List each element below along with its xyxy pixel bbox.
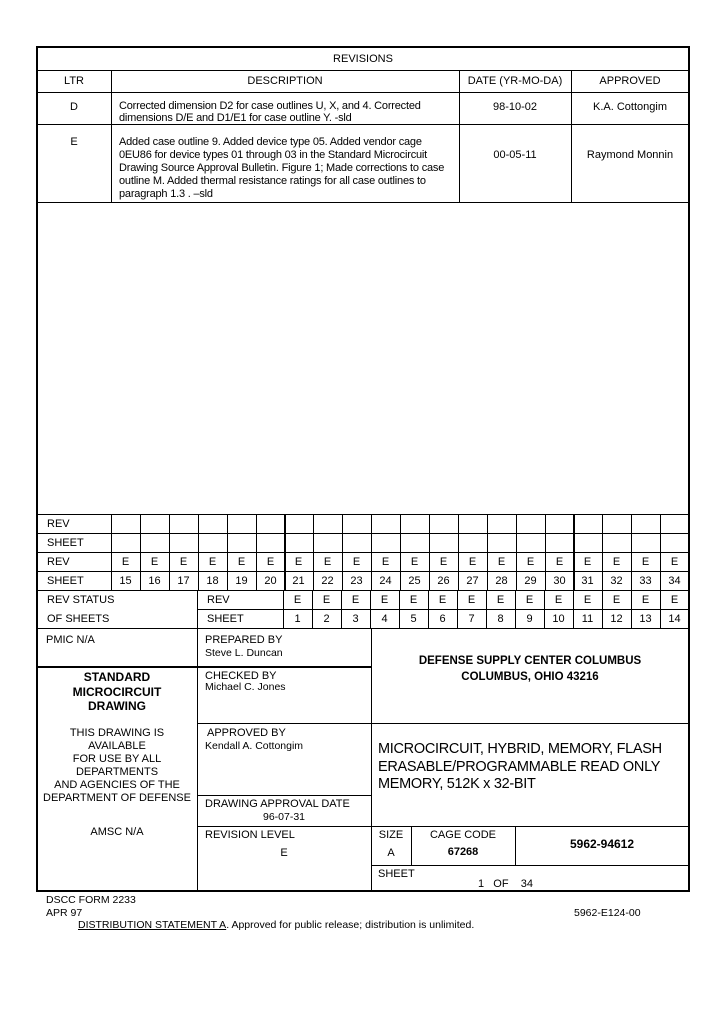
sheet-rev: E [237, 556, 246, 568]
sheet-number-cell [660, 533, 690, 553]
drawing-title-line: MEMORY, 512K x 32-BIT [378, 776, 536, 792]
size-label: SIZE [378, 829, 404, 841]
revision-approver: Raymond Monnin [586, 149, 674, 161]
sheet-rev-cell [400, 514, 430, 534]
sheet-number: 16 [148, 575, 161, 587]
sheet-number-cell [111, 533, 141, 553]
agency-name: DEFENSE SUPPLY CENTER COLUMBUS [418, 655, 642, 667]
sheet-number: 1 [294, 613, 301, 625]
sheet-number: 19 [235, 575, 248, 587]
agency [371, 653, 689, 685]
sheet-number: 21 [292, 575, 305, 587]
sheet-number: 2 [323, 613, 330, 625]
sheet-label: SHEET [47, 537, 84, 549]
sheet-number-cell [313, 533, 343, 553]
availability-notice [37, 727, 197, 805]
sheet-label: SHEET [207, 613, 244, 625]
sheet-rev: E [323, 556, 332, 568]
drawing-number: 5962-94612 [569, 837, 635, 851]
sheet-number: 31 [581, 575, 594, 587]
sheet-number-cell [198, 533, 228, 553]
sheet-rev: E [554, 594, 563, 606]
sheet-number: 9 [526, 613, 533, 625]
sheet-number: 29 [524, 575, 537, 587]
availability-line: DEPARTMENTS [75, 766, 159, 778]
sheet-rev-cell [602, 514, 632, 534]
sheet-rev: E [322, 594, 331, 606]
sheet-rev: E [438, 594, 447, 606]
rev-status-label: REV STATUS [47, 594, 115, 606]
sheet-number: 24 [379, 575, 392, 587]
sheet-rev: E [409, 594, 418, 606]
checked-by-label: CHECKED BY [205, 670, 277, 682]
sheet-number: 3 [352, 613, 359, 625]
sheet-number-cell [256, 533, 286, 553]
revision-letter: E [70, 136, 78, 148]
sheet-rev-cell [487, 514, 517, 534]
sheet-rev: E [525, 594, 534, 606]
sheet-rev: E [641, 556, 650, 568]
sheet-rev: E [583, 594, 592, 606]
sheet-rev: E [670, 556, 679, 568]
prepared-by: Steve L. Duncan [205, 647, 283, 659]
sheet-number: 10 [552, 613, 565, 625]
sheet-number: 34 [668, 575, 681, 587]
distribution-label: DISTRIBUTION STATEMENT A [78, 919, 227, 931]
sheet-rev: E [612, 556, 621, 568]
revision-description: Corrected dimension D2 for case outlines U, X, and 4. Corrected dimensions D/E and D1/E1 for case outline Y. -sld [119, 100, 421, 124]
sheet-label: SHEET [378, 868, 415, 880]
drawing-title [378, 741, 662, 794]
distribution-text: . Approved for public release; distribution is unlimited. [226, 919, 475, 931]
sheet-number: 20 [264, 575, 277, 587]
sheet-number: 6 [439, 613, 446, 625]
availability-line: DEPARTMENT OF DEFENSE [43, 792, 191, 804]
revisions-title: REVISIONS [333, 53, 393, 65]
sheet-number: 4 [381, 613, 388, 625]
drawing-title-line: MICROCIRCUIT, HYBRID, MEMORY, FLASH [378, 741, 662, 757]
standard-line: STANDARD [83, 670, 151, 684]
sheet-number-cell [371, 533, 401, 553]
sheet-rev: E [352, 556, 361, 568]
sheet-number: 23 [350, 575, 363, 587]
of-sheets-label: OF SHEETS [47, 613, 110, 625]
revision-level: E [280, 847, 288, 859]
distribution-statement [78, 919, 474, 931]
revision-approved-cell [571, 124, 689, 203]
sheet-rev-cell [342, 514, 372, 534]
rev-label: REV [207, 594, 230, 606]
sheet-rev: E [641, 594, 650, 606]
sheet-rev: E [670, 594, 679, 606]
sheet-rev-cell [371, 514, 401, 534]
sheet-number-cell [573, 533, 603, 553]
sheet-rev: E [266, 556, 275, 568]
approved-by: Kendall A. Cottongim [205, 740, 304, 752]
sheet-rev-cell [545, 514, 575, 534]
sheet-number: 12 [610, 613, 623, 625]
sheet-rev-cell [227, 514, 257, 534]
sheet-rev: E [351, 594, 360, 606]
sheet-rev: E [179, 556, 188, 568]
checked-by: Michael C. Jones [205, 681, 286, 693]
standard-microcircuit-drawing [37, 670, 197, 714]
sheet-rev: E [121, 556, 130, 568]
availability-line: FOR USE BY ALL [72, 753, 162, 765]
size: A [387, 847, 395, 859]
sheet-number: 26 [437, 575, 450, 587]
approved-header: APPROVED [599, 75, 661, 87]
revision-description: Added case outline 9. Added device type 05. Added vendor cage 0EU86 for device types 01 through 03 in the Standard Microcircuit Drawing Source Approval Bulletin. Figure 1; Made corrections to case outline M. Added thermal resistance ratings for all case outlines to paragraph 1.3 . –sld [119, 136, 445, 200]
sheet-number: 8 [497, 613, 504, 625]
sheet-number: 32 [610, 575, 623, 587]
sheet-rev-cell [429, 514, 459, 534]
sheet-rev: E [497, 556, 506, 568]
sheet-number-cell [342, 533, 372, 553]
sheet-rev: E [439, 556, 448, 568]
sheet-number: 14 [668, 613, 681, 625]
sheet-number: 11 [581, 613, 594, 625]
approved-by-label: APPROVED BY [207, 727, 286, 739]
sheet-rev: E [380, 594, 389, 606]
sheet-label: SHEET [47, 575, 84, 587]
sheet-rev: E [496, 594, 505, 606]
revision-date-cell [459, 124, 572, 203]
document-number: 5962-E124-00 [574, 907, 641, 919]
form-number: DSCC FORM 2233 [46, 894, 136, 906]
availability-line: AND AGENCIES OF THE [54, 779, 180, 791]
cage-code: 67268 [447, 846, 479, 858]
agency-address: COLUMBUS, OHIO 43216 [461, 671, 599, 683]
sheet-number-cell [140, 533, 170, 553]
sheet-rev: E [293, 594, 302, 606]
sheet-rev: E [555, 556, 564, 568]
sheet-number: 5 [410, 613, 417, 625]
revision-date: 00-05-11 [493, 149, 537, 161]
form-date: APR 97 [46, 907, 83, 919]
sheet-number: 13 [639, 613, 652, 625]
availability-line: THIS DRAWING IS [69, 727, 165, 739]
sheet-rev: E [208, 556, 217, 568]
cage-code-label: CAGE CODE [429, 829, 496, 841]
sheet-rev-cell [169, 514, 199, 534]
rev-label: REV [47, 556, 70, 568]
sheet-rev: E [468, 556, 477, 568]
sheet-rev-cell [660, 514, 690, 534]
description-header: DESCRIPTION [247, 75, 323, 87]
sheet-rev-cell [631, 514, 661, 534]
sheet-number: 17 [177, 575, 190, 587]
sheet-number: 27 [466, 575, 479, 587]
sheet-rev-cell [256, 514, 286, 534]
approval-date: 96-07-31 [262, 811, 306, 823]
sheet-of: 1 OF 34 [478, 878, 534, 890]
revision-date: 98-10-02 [492, 101, 538, 113]
sheet-rev: E [526, 556, 535, 568]
ltr-header: LTR [64, 75, 84, 87]
sheet-rev-cell [284, 514, 314, 534]
sheet-rev-cell [516, 514, 546, 534]
sheet-number: 33 [639, 575, 652, 587]
sheet-rev-cell [458, 514, 488, 534]
sheet-number-cell [516, 533, 546, 553]
sheet-rev-cell [573, 514, 603, 534]
sheet-number: 28 [495, 575, 508, 587]
rev-label: REV [47, 518, 70, 530]
approval-date-label: DRAWING APPROVAL DATE [205, 798, 350, 810]
revision-approver: K.A. Cottongim [593, 101, 667, 113]
sheet-rev: E [467, 594, 476, 606]
sheet-number-cell [169, 533, 199, 553]
sheet-number: 22 [321, 575, 334, 587]
drawing-title-line: ERASABLE/PROGRAMMABLE READ ONLY [378, 758, 661, 775]
sheet-rev-cell [140, 514, 170, 534]
sheet-number-cell [631, 533, 661, 553]
standard-line: MICROCIRCUIT [72, 684, 162, 699]
sheet-rev: E [612, 594, 621, 606]
sheet-rev: E [150, 556, 159, 568]
sheet-number: 25 [408, 575, 421, 587]
amsc: AMSC N/A [90, 826, 144, 838]
sheet-number-cell [400, 533, 430, 553]
sheet-number-cell [487, 533, 517, 553]
standard-line: DRAWING [88, 699, 146, 713]
sheet-number-cell [458, 533, 488, 553]
sheet-number: 18 [206, 575, 219, 587]
pmic: PMIC N/A [46, 634, 95, 646]
sheet-number-cell [602, 533, 632, 553]
date-header: DATE (YR-MO-DA) [467, 75, 563, 87]
sheet-number: 7 [468, 613, 475, 625]
revision-letter: D [70, 101, 78, 113]
availability-line: AVAILABLE [88, 740, 146, 752]
sheet-rev-cell [313, 514, 343, 534]
prepared-by-label: PREPARED BY [205, 634, 283, 646]
sheet-number-cell [429, 533, 459, 553]
sheet-number: 15 [119, 575, 132, 587]
sheet-number-cell [284, 533, 314, 553]
sheet-rev: E [410, 556, 419, 568]
sheet-number-cell [227, 533, 257, 553]
sheet-number: 30 [553, 575, 566, 587]
sheet-rev: E [583, 556, 592, 568]
sheet-rev-cell [111, 514, 141, 534]
revision-level-label: REVISION LEVEL [205, 829, 295, 841]
sheet-number-cell [545, 533, 575, 553]
sheet-rev-cell [198, 514, 228, 534]
sheet-rev: E [294, 556, 303, 568]
sheet-rev: E [381, 556, 390, 568]
